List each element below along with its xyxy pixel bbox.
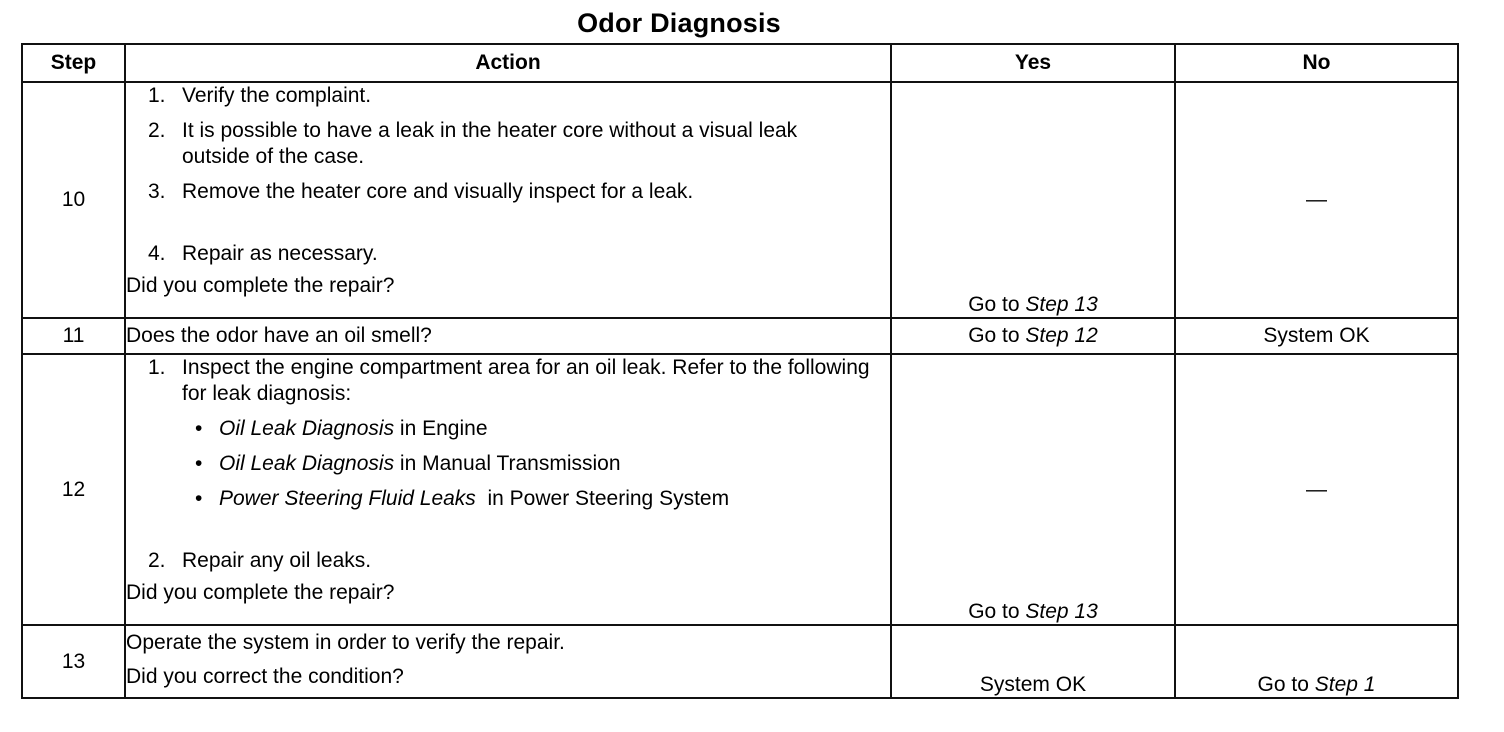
diagnosis-table — [21, 43, 1459, 699]
yes-cell — [891, 318, 1175, 354]
item-text: Repair any oil leaks. — [182, 549, 372, 572]
no-prefix: Go to — [1257, 673, 1315, 696]
yes-cell — [891, 354, 1175, 625]
no-value: System OK — [1263, 324, 1370, 347]
action-cell — [125, 354, 891, 625]
action-item — [126, 83, 890, 109]
reference-title: Oil Leak Diagnosis — [219, 452, 395, 475]
table-row-step-11 — [22, 318, 1458, 354]
item-number: 1. — [148, 84, 166, 107]
action-question: Did you complete the repair? — [126, 581, 395, 604]
reference-bullet — [126, 486, 890, 512]
bullet-icon: • — [195, 452, 203, 475]
header-step: Step — [22, 44, 125, 82]
reference-location: in Engine — [394, 417, 488, 440]
action-item — [126, 548, 890, 574]
no-cell — [1175, 354, 1458, 625]
table-row-step-13 — [22, 625, 1458, 698]
action-cell — [125, 82, 891, 318]
action-cell — [125, 318, 891, 354]
bullet-icon: • — [195, 417, 203, 440]
step-number: 12 — [22, 354, 125, 625]
header-row — [22, 44, 1458, 82]
reference-title: Oil Leak Diagnosis — [219, 417, 395, 440]
item-number: 2. — [148, 119, 166, 142]
no-cell — [1175, 625, 1458, 698]
step-number: 11 — [22, 318, 125, 354]
yes-prefix: Go to — [968, 293, 1026, 316]
yes-cell — [891, 625, 1175, 698]
action-item — [126, 179, 890, 205]
yes-step-ref: Step 13 — [1025, 293, 1098, 316]
reference-location: in Power Steering System — [475, 487, 730, 510]
action-item — [126, 355, 890, 407]
step-number: 13 — [22, 625, 125, 698]
action-item — [126, 118, 890, 170]
page-title: Odor Diagnosis — [577, 8, 781, 38]
yes-prefix: Go to — [968, 324, 1026, 347]
item-number: 1. — [148, 356, 166, 379]
yes-prefix: Go to — [968, 600, 1026, 623]
action-cell — [125, 625, 891, 698]
no-cell — [1175, 82, 1458, 318]
item-text: Inspect the engine compartment area for an oil leak. Refer to the following for leak diagnosis: — [182, 356, 870, 405]
action-question: Did you correct the condition? — [126, 665, 404, 688]
table-row-step-10 — [22, 82, 1458, 318]
bullet-icon: • — [195, 487, 203, 510]
item-text: It is possible to have a leak in the heater core without a visual leak outside of the case. — [182, 119, 798, 168]
step-number: 10 — [22, 82, 125, 318]
no-value: — — [1306, 477, 1327, 501]
no-cell — [1175, 318, 1458, 354]
yes-step-ref: Step 13 — [1025, 600, 1098, 623]
reference-title: Power Steering Fluid Leaks — [219, 487, 476, 510]
item-number: 2. — [148, 549, 166, 572]
item-text: Repair as necessary. — [182, 242, 378, 265]
item-text: Remove the heater core and visually inspect for a leak. — [182, 180, 694, 203]
header-no: No — [1175, 44, 1458, 82]
yes-step-ref: Step 12 — [1025, 324, 1098, 347]
no-value: — — [1306, 188, 1327, 211]
action-question: Did you complete the repair? — [126, 274, 395, 297]
reference-location: in Manual Transmission — [394, 452, 621, 475]
item-number: 4. — [148, 242, 166, 265]
yes-value: System OK — [979, 673, 1087, 696]
reference-bullet — [126, 451, 890, 477]
item-text: Verify the complaint. — [182, 84, 372, 107]
table-row-step-12 — [22, 354, 1458, 625]
header-yes: Yes — [891, 44, 1175, 82]
header-action: Action — [125, 44, 891, 82]
action-question: Does the odor have an oil smell? — [126, 324, 432, 347]
yes-cell — [891, 82, 1175, 318]
no-step-ref: Step 1 — [1314, 673, 1376, 696]
action-item — [126, 241, 890, 267]
action-text: Operate the system in order to verify the repair. — [126, 631, 565, 654]
item-number: 3. — [148, 180, 166, 203]
reference-bullet — [126, 416, 890, 442]
